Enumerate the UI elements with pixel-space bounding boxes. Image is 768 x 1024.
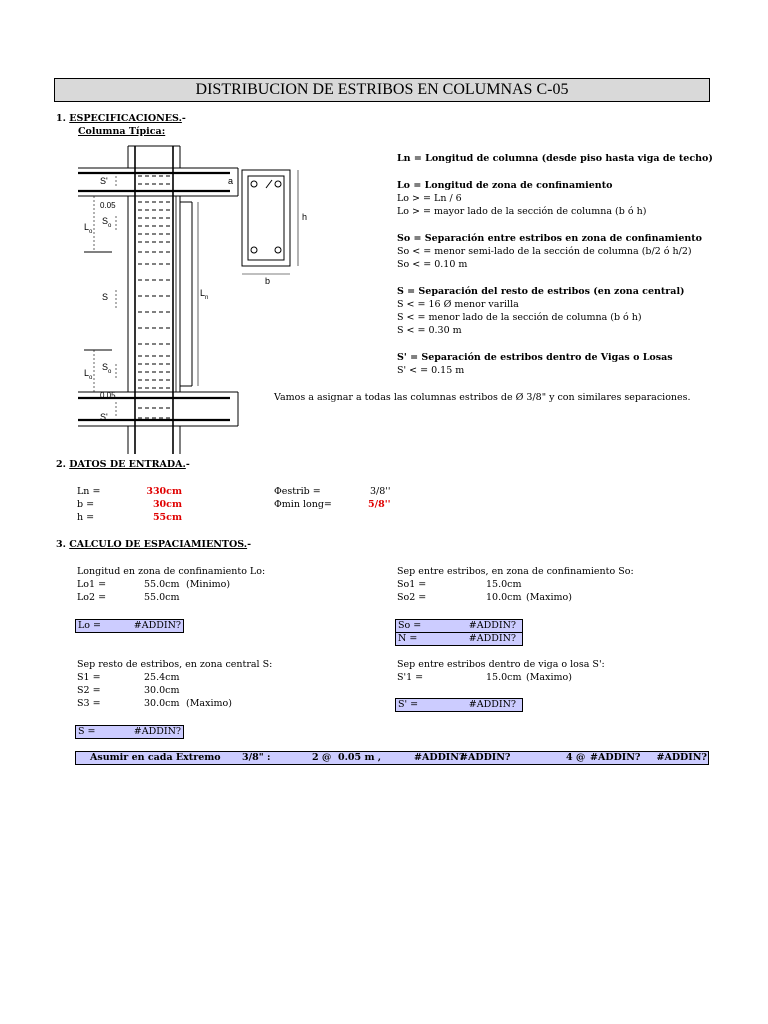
s3-note: (Maximo) xyxy=(186,698,232,709)
so-result-label: So = xyxy=(398,620,422,631)
so1-label: So1 = xyxy=(397,579,427,590)
ln-input-value[interactable]: 330cm xyxy=(146,486,182,497)
h-input-label: h = xyxy=(77,512,95,523)
so-result-value: #ADDIN? xyxy=(468,620,516,631)
s2-value: 30.0cm xyxy=(144,685,180,696)
s-prime-top-label: S' xyxy=(100,176,108,186)
d005-top-label: 0.05 xyxy=(100,201,116,210)
def-lo-title: Lo = Longitud de zona de confinamiento xyxy=(397,180,613,191)
minlong-value[interactable]: 5/8'' xyxy=(368,499,391,510)
column-typical-label: Columna Típica: xyxy=(78,126,166,137)
summary-v4: #ADDIN? xyxy=(656,752,707,763)
lo-head: Longitud en zona de confinamiento Lo: xyxy=(77,566,266,577)
def-so-1: So < = menor semi-lado de la sección de columna (b/2 ó h/2) xyxy=(397,246,692,257)
column-diagram xyxy=(70,140,320,460)
def-s-1: S < = 16 Ø menor varilla xyxy=(397,299,519,310)
so2-value: 10.0cm xyxy=(486,592,522,603)
summary-n1: 2 @ xyxy=(312,752,332,763)
def-so-title: So = Separación entre estribos en zona de confinamiento xyxy=(397,233,702,244)
minlong-label: Φmin long= xyxy=(274,499,332,510)
s-result-label: S = xyxy=(78,726,96,737)
section-h-label: h xyxy=(302,212,308,222)
s-result-value: #ADDIN? xyxy=(133,726,181,737)
sp-result-value: #ADDIN? xyxy=(468,699,516,710)
summary-label: Asumir en cada Extremo xyxy=(90,752,221,763)
sp-head: Sep entre estribos dentro de viga o losa S': xyxy=(397,659,605,670)
lo-result-label: Lo = xyxy=(78,620,102,631)
section-2-heading: 2. DATOS DE ENTRADA.- xyxy=(56,459,190,470)
so1-value: 15.0cm xyxy=(486,579,522,590)
sp1-label: S'1 = xyxy=(397,672,424,683)
def-so-2: So < = 0.10 m xyxy=(397,259,468,270)
def-sp-title: S' = Separación de estribos dentro de Vigas o Losas xyxy=(397,352,673,363)
s-prime-bottom-label: S' xyxy=(100,412,108,422)
so2-note: (Maximo) xyxy=(526,592,572,603)
s3-value: 30.0cm xyxy=(144,698,180,709)
s-mid-label: S xyxy=(102,292,109,302)
sp-result-label: S' = xyxy=(398,699,419,710)
lo-top-label: $L_o$ xyxy=(84,222,93,235)
summary-v3: #ADDIN? xyxy=(590,752,641,763)
s2-label: S2 = xyxy=(77,685,101,696)
def-s-3: S < = 0.30 m xyxy=(397,325,462,336)
lo1-label: Lo1 = xyxy=(77,579,107,590)
so2-label: So2 = xyxy=(397,592,427,603)
h-input-value[interactable]: 55cm xyxy=(152,512,182,523)
def-sp-1: S' < = 0.15 m xyxy=(397,365,465,376)
so-bottom-label: $S_o$ xyxy=(102,362,112,375)
n-result-label: N = xyxy=(398,633,418,644)
so-result-box xyxy=(395,619,523,633)
summary-v2: #ADDIN? xyxy=(460,752,511,763)
summary-v1: #ADDIN? xyxy=(414,752,465,763)
def-lo-2: Lo > = mayor lado de la sección de columna (b ó h) xyxy=(397,206,647,217)
s-head: Sep resto de estribos, en zona central S: xyxy=(77,659,273,670)
page-title: DISTRIBUCION DE ESTRIBOS EN COLUMNAS C-05 xyxy=(54,78,710,102)
d005-bottom-label: 0.05 xyxy=(100,391,116,400)
def-s-title: S = Separación del resto de estribos (en zona central) xyxy=(397,286,685,297)
s1-label: S1 = xyxy=(77,672,101,683)
estrib-value[interactable]: 3/8'' xyxy=(370,486,391,497)
so-head: Sep entre estribos, en zona de confinamiento So: xyxy=(397,566,634,577)
def-ln-title: Ln = Longitud de columna (desde piso hasta viga de techo) xyxy=(397,153,713,164)
n-result-box xyxy=(395,632,523,646)
summary-sp1: 0.05 m , xyxy=(338,752,382,763)
summary-bar-size: 3/8" : xyxy=(242,752,271,763)
estrib-label: Φestrib = xyxy=(274,486,321,497)
ln-input-label: Ln = xyxy=(77,486,101,497)
lo2-label: Lo2 = xyxy=(77,592,107,603)
section-b-label: b xyxy=(265,276,271,286)
s1-value: 25.4cm xyxy=(144,672,180,683)
lo-result-box xyxy=(75,619,184,633)
summary-bar xyxy=(75,751,709,765)
s3-label: S3 = xyxy=(77,698,101,709)
sp-result-box xyxy=(395,698,523,712)
section-3-heading: 3. CALCULO DE ESPACIAMIENTOS.- xyxy=(56,539,252,550)
summary-n2: 4 @ xyxy=(566,752,586,763)
s-result-box xyxy=(75,725,184,739)
lo2-value: 55.0cm xyxy=(144,592,180,603)
section-a-label: a xyxy=(228,176,234,186)
lo1-note: (Minimo) xyxy=(186,579,231,590)
sp1-value: 15.0cm xyxy=(486,672,522,683)
lo1-value: 55.0cm xyxy=(144,579,180,590)
def-lo-1: Lo > = Ln / 6 xyxy=(397,193,462,204)
n-result-value: #ADDIN? xyxy=(468,633,516,644)
lo-result-value: #ADDIN? xyxy=(133,620,181,631)
b-input-label: b = xyxy=(77,499,95,510)
so-top-label: $S_o$ xyxy=(102,216,112,229)
lo-bottom-label: $L_o$ xyxy=(84,368,93,381)
b-input-value[interactable]: 30cm xyxy=(152,499,182,510)
ln-label: $L_n$ xyxy=(200,288,209,301)
sp1-note: (Maximo) xyxy=(526,672,572,683)
def-note: Vamos a asignar a todas las columnas estribos de Ø 3/8" y con similares separaciones. xyxy=(274,392,691,403)
section-1-heading: 1. ESPECIFICACIONES.- xyxy=(56,113,186,124)
def-s-2: S < = menor lado de la sección de columna (b ó h) xyxy=(397,312,642,323)
